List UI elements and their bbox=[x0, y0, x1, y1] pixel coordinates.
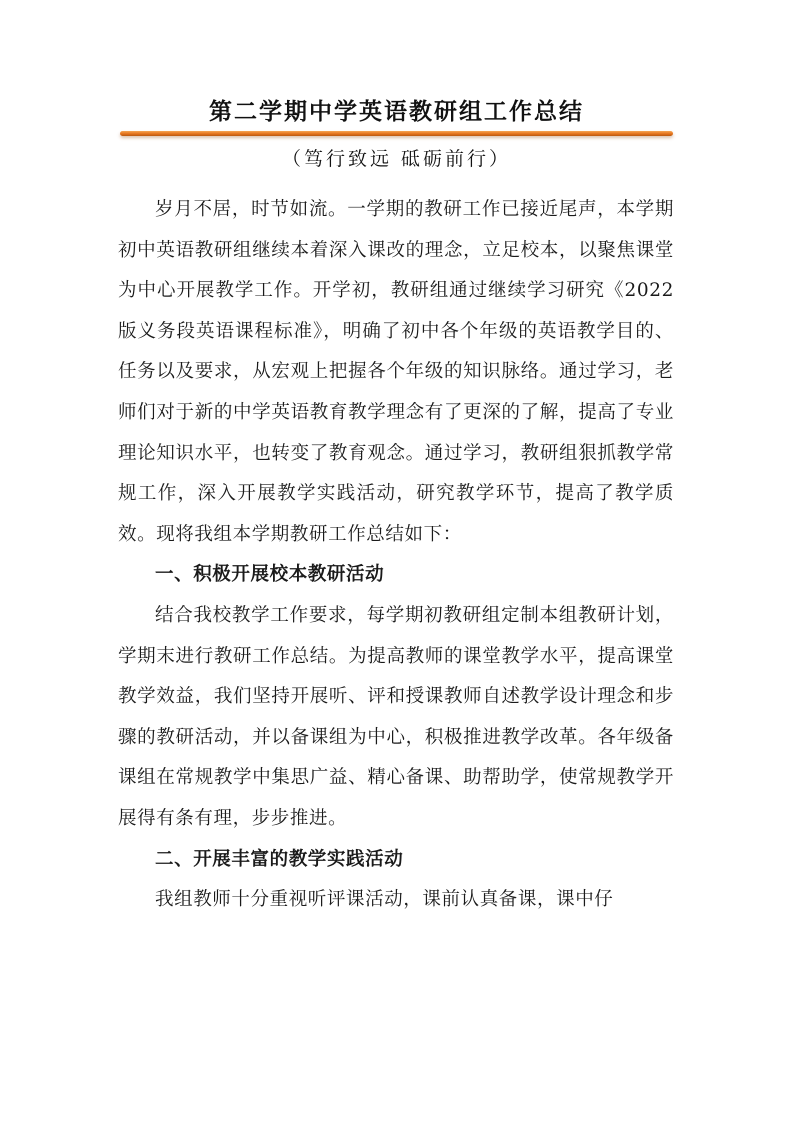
document-title: 第二学期中学英语教研组工作总结 bbox=[209, 99, 584, 125]
section-heading-2: 二、开展丰富的教学实践活动 bbox=[155, 848, 404, 870]
document-subtitle: （笃行致远 砥砺前行） bbox=[281, 148, 512, 170]
section-heading-1: 一、积极开展校本教研活动 bbox=[155, 564, 385, 586]
document-body bbox=[118, 190, 674, 921]
section-paragraph-1: 结合我校教学工作要求，每学期初教研组定制本组教研计划，学期末进行教研工作总结。为提高教师的课堂教学水平，提高课堂教学效益，我们坚持开展听、评和授课教师自述教学设计理念和步骤的教研活动，并以备课组为中心，积极推进教学改革。各年级备课组在常规教学中集思广益、精心备课、助帮助学，使常规教学开展得有条有理，步步推进。 bbox=[118, 604, 674, 829]
title-underline-rule bbox=[120, 131, 673, 136]
section-paragraph-2: 我组教师十分重视听评课活动，课前认真备课，课中仔 bbox=[155, 889, 614, 911]
intro-paragraph: 岁月不居，时节如流。一学期的教研工作已接近尾声，本学期初中英语教研组继续本着深入课改的理念，立足校本，以聚焦课堂为中心开展教学工作。开学初，教研组通过继续学习研究《2022版义务段英语课程标准》，明确了初中各个年级的英语教学目的、任务以及要求，从宏观上把握各个年级的知识脉络。通过学习，老师们对于新的中学英语教育教学理念有了更深的了解，提高了专业理论知识水平，也转变了教育观念。通过学习，教研组狠抓教学常规工作，深入开展教学实践活动，研究教学环节，提高了教学质效。现将我组本学期教研工作总结如下： bbox=[118, 199, 674, 545]
